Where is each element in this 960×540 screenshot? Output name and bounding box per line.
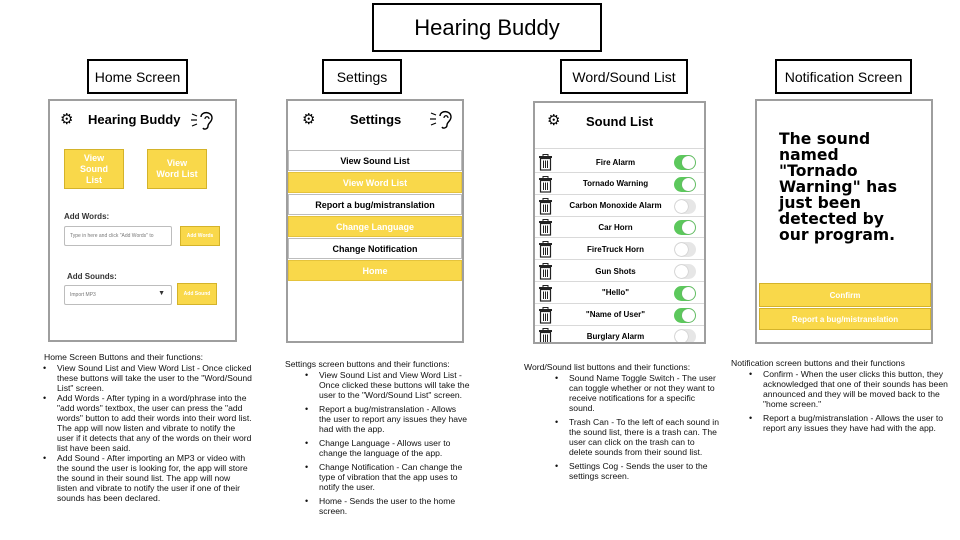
home-app-title: Hearing Buddy <box>88 112 181 127</box>
sound-row <box>535 196 704 217</box>
notification-description <box>731 358 951 433</box>
section-title-settings: Settings <box>322 59 402 94</box>
settings-menu-item[interactable]: Report a bug/mistranslation <box>288 194 462 215</box>
sound-list-header <box>535 103 704 149</box>
list-item: • Add Sound - After importing an MP3 or video with the sound the user is looking for, the app will store the sound in their sound list. The app will now listen and vibrate to notify the user if one of their sounds has been declared. <box>57 453 252 503</box>
settings-menu-item[interactable]: Home <box>288 260 462 281</box>
sound-name: Gun Shots <box>595 266 636 276</box>
list-item: • Change Notification - Can change the type of vibration that the app uses to notify the user. <box>319 462 470 492</box>
main-title: Hearing Buddy <box>372 3 602 52</box>
list-item: • Trash Can - To the left of each sound in the sound list, there is a trash can. The user can click on the trash can to delete sounds from their sound list. <box>569 417 719 457</box>
sound-row <box>535 152 704 173</box>
settings-description-list <box>319 370 470 516</box>
notification-message: The sound named "Tornado Warning" has just been detected by our program. <box>779 130 898 244</box>
sound-toggle-switch[interactable] <box>674 177 696 192</box>
home-description <box>44 352 252 503</box>
view-word-list-button[interactable]: View Word List <box>147 149 207 189</box>
import-mp3-select[interactable] <box>64 285 172 305</box>
list-item: • Confirm - When the user clicks this button, they acknowledged that one of their sounds has been announced and they will be moved back to the "home screen." <box>763 369 951 409</box>
add-words-input[interactable]: Type in here and click "Add Words" to <box>64 226 172 246</box>
sound-row <box>535 305 704 326</box>
trash-icon[interactable] <box>538 176 553 193</box>
trash-icon[interactable] <box>538 263 553 280</box>
sound-toggle-switch[interactable] <box>674 199 696 214</box>
settings-title: Settings <box>350 112 402 127</box>
settings-menu-item[interactable]: Change Notification <box>288 238 462 259</box>
sound-toggle-switch[interactable] <box>674 264 696 279</box>
sound-row <box>535 174 704 195</box>
notification-screen-mockup <box>755 99 933 344</box>
sound-row <box>535 239 704 260</box>
sound-toggle-switch[interactable] <box>674 329 696 344</box>
toggle-knob <box>682 287 695 300</box>
list-item: • Report a bug/mistranslation - Allows the user to report any issues they have had with the app. <box>763 413 951 433</box>
home-description-title: Home Screen Buttons and their functions: <box>44 352 204 362</box>
gear-icon[interactable]: ⚙ <box>302 111 316 128</box>
list-description <box>524 362 719 481</box>
ear-icon <box>429 106 455 132</box>
toggle-knob <box>682 309 695 322</box>
view-sound-list-button[interactable]: View Sound List <box>64 149 124 189</box>
toggle-knob <box>675 243 688 256</box>
section-title-list: Word/Sound List <box>560 59 688 94</box>
trash-icon[interactable] <box>538 219 553 236</box>
sound-row <box>535 217 704 238</box>
settings-menu-item[interactable]: View Sound List <box>288 150 462 171</box>
toggle-knob <box>682 156 695 169</box>
list-item: • Change Language - Allows user to change the language of the app. <box>319 438 470 458</box>
sound-list-screen-mockup <box>533 101 706 344</box>
trash-icon[interactable] <box>538 198 553 215</box>
trash-icon[interactable] <box>538 241 553 258</box>
confirm-button[interactable]: Confirm <box>759 283 931 307</box>
settings-description <box>285 359 510 516</box>
add-sounds-label: Add Sounds: <box>67 272 117 281</box>
sound-toggle-switch[interactable] <box>674 242 696 257</box>
toggle-knob <box>675 200 688 213</box>
sound-name: FireTruck Horn <box>587 244 644 254</box>
list-description-title: Word/Sound list buttons and their functions: <box>524 362 691 372</box>
settings-menu-item[interactable]: View Word List <box>288 172 462 193</box>
list-item: • Report a bug/mistranslation - Allows the user to report any issues they have had with the app. <box>319 404 470 434</box>
list-item: • Settings Cog - Sends the user to the settings screen. <box>569 461 719 481</box>
gear-icon[interactable]: ⚙ <box>547 112 561 129</box>
sound-row <box>535 326 704 344</box>
section-title-home: Home Screen <box>87 59 188 94</box>
gear-icon[interactable]: ⚙ <box>60 111 74 128</box>
section-title-notification: Notification Screen <box>775 59 912 94</box>
sound-name: Burglary Alarm <box>586 331 645 341</box>
add-words-button[interactable]: Add Words <box>180 226 220 246</box>
home-description-list <box>57 363 252 503</box>
notification-description-title: Notification screen buttons and their functions <box>731 358 905 368</box>
sound-toggle-switch[interactable] <box>674 155 696 170</box>
ear-icon <box>190 107 216 133</box>
sound-list-title: Sound List <box>586 114 654 129</box>
sound-name: Car Horn <box>598 222 633 232</box>
report-bug-button[interactable]: Report a bug/mistranslation <box>759 308 931 330</box>
sound-row <box>535 261 704 282</box>
trash-icon[interactable] <box>538 154 553 171</box>
chevron-down-icon: ▼ <box>158 290 165 297</box>
list-item: • View Sound List and View Word List - Once clicked these buttons will take the user to the "Word/Sound List" screen. <box>57 363 252 393</box>
toggle-knob <box>682 178 695 191</box>
sound-name: Tornado Warning <box>582 179 649 189</box>
sound-name: Carbon Monoxide Alarm <box>569 201 662 211</box>
add-sound-button[interactable]: Add Sound <box>177 283 217 305</box>
add-words-label: Add Words: <box>64 212 110 221</box>
home-screen-mockup <box>48 99 237 342</box>
list-item: • Add Words - After typing in a word/phrase into the "add words" textbox, the user can press the "add words" button to add their words into their word list. The app will now listen and vibrate to notify the user if it detects that any of the words on their word list have been said. <box>57 393 252 453</box>
notification-description-list <box>763 369 951 433</box>
sound-row <box>535 283 704 304</box>
list-item: • Sound Name Toggle Switch - The user can toggle whether or not they want to receive notifications for a specific sound. <box>569 373 719 413</box>
list-item: • View Sound List and View Word List - Once clicked these buttons will take the user to the "Word/Sound List" screen. <box>319 370 470 400</box>
toggle-knob <box>682 221 695 234</box>
import-mp3-value: Import MP3 <box>70 292 96 298</box>
sound-toggle-switch[interactable] <box>674 308 696 323</box>
toggle-knob <box>675 265 688 278</box>
sound-name: "Name of User" <box>585 310 646 320</box>
settings-menu-item[interactable]: Change Language <box>288 216 462 237</box>
sound-name: Fire Alarm <box>595 157 636 167</box>
trash-icon[interactable] <box>538 285 553 302</box>
sound-toggle-switch[interactable] <box>674 286 696 301</box>
list-description-list <box>569 373 719 481</box>
sound-toggle-switch[interactable] <box>674 220 696 235</box>
list-item: • Home - Sends the user to the home screen. <box>319 496 470 516</box>
sound-name: "Hello" <box>601 288 630 298</box>
settings-screen-mockup <box>286 99 464 343</box>
toggle-knob <box>675 330 688 343</box>
settings-description-title: Settings screen buttons and their functions: <box>285 359 450 369</box>
trash-icon[interactable] <box>538 307 553 324</box>
trash-icon[interactable] <box>538 328 553 344</box>
